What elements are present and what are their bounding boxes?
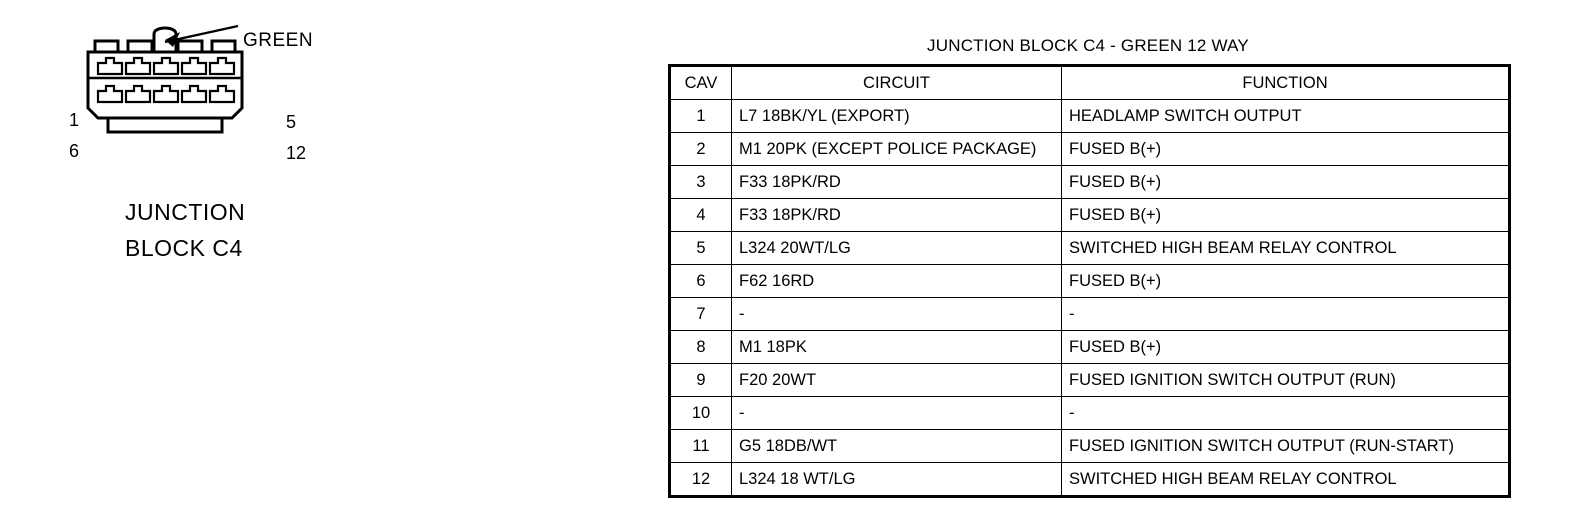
cell-function: FUSED IGNITION SWITCH OUTPUT (RUN-START) xyxy=(1062,430,1510,463)
table-header-row xyxy=(670,66,1510,100)
table-row xyxy=(670,430,1510,463)
cell-cav: 8 xyxy=(670,331,732,364)
cell-function: SWITCHED HIGH BEAM RELAY CONTROL xyxy=(1062,463,1510,497)
table-row xyxy=(670,199,1510,232)
column-header-cav: CAV xyxy=(670,66,732,100)
cell-circuit: G5 18DB/WT xyxy=(732,430,1062,463)
pin-number-12: 12 xyxy=(286,143,307,163)
green-callout-label: GREEN xyxy=(243,30,314,51)
cell-circuit: M1 18PK xyxy=(732,331,1062,364)
pin-number-5: 5 xyxy=(286,112,297,132)
cell-cav: 6 xyxy=(670,265,732,298)
cell-function: HEADLAMP SWITCH OUTPUT xyxy=(1062,100,1510,133)
table-row xyxy=(670,397,1510,430)
cell-circuit: - xyxy=(732,397,1062,430)
cell-function: FUSED B(+) xyxy=(1062,133,1510,166)
cell-cav: 5 xyxy=(670,232,732,265)
cell-cav: 12 xyxy=(670,463,732,497)
cell-circuit: L7 18BK/YL (EXPORT) xyxy=(732,100,1062,133)
cell-function: FUSED B(+) xyxy=(1062,199,1510,232)
cell-circuit: F33 18PK/RD xyxy=(732,166,1062,199)
cell-cav: 9 xyxy=(670,364,732,397)
cell-function: FUSED B(+) xyxy=(1062,166,1510,199)
connector-caption-line-2: BLOCK C4 xyxy=(125,235,243,261)
table-row xyxy=(670,364,1510,397)
cell-cav: 7 xyxy=(670,298,732,331)
cell-circuit: - xyxy=(732,298,1062,331)
column-header-circuit: CIRCUIT xyxy=(732,66,1062,100)
cell-cav: 4 xyxy=(670,199,732,232)
connector-caption-line-1: JUNCTION xyxy=(125,199,246,225)
table-row xyxy=(670,331,1510,364)
connector-illustration-panel xyxy=(0,0,640,530)
connector-caption xyxy=(125,194,245,266)
cell-circuit: L324 20WT/LG xyxy=(732,232,1062,265)
cell-function: - xyxy=(1062,397,1510,430)
cell-cav: 1 xyxy=(670,100,732,133)
table-title: JUNCTION BLOCK C4 - GREEN 12 WAY xyxy=(927,36,1249,55)
table-row xyxy=(670,166,1510,199)
cell-cav: 3 xyxy=(670,166,732,199)
cell-function: SWITCHED HIGH BEAM RELAY CONTROL xyxy=(1062,232,1510,265)
table-row xyxy=(670,133,1510,166)
table-row xyxy=(670,232,1510,265)
pinout-table xyxy=(668,64,1511,498)
table-row xyxy=(670,298,1510,331)
cell-function: FUSED B(+) xyxy=(1062,331,1510,364)
cell-circuit: L324 18 WT/LG xyxy=(732,463,1062,497)
cell-function: - xyxy=(1062,298,1510,331)
cell-circuit: F33 18PK/RD xyxy=(732,199,1062,232)
cell-cav: 2 xyxy=(670,133,732,166)
cell-function: FUSED IGNITION SWITCH OUTPUT (RUN) xyxy=(1062,364,1510,397)
cell-circuit: F20 20WT xyxy=(732,364,1062,397)
cell-function: FUSED B(+) xyxy=(1062,265,1510,298)
column-header-function: FUNCTION xyxy=(1062,66,1510,100)
cell-cav: 11 xyxy=(670,430,732,463)
cell-circuit: M1 20PK (EXCEPT POLICE PACKAGE) xyxy=(732,133,1062,166)
cell-circuit: F62 16RD xyxy=(732,265,1062,298)
pin-number-6: 6 xyxy=(69,141,80,161)
table-row xyxy=(670,265,1510,298)
pinout-table-panel xyxy=(668,0,1508,498)
pin-number-1: 1 xyxy=(69,110,80,130)
table-row xyxy=(670,463,1510,497)
table-row xyxy=(670,100,1510,133)
cell-cav: 10 xyxy=(670,397,732,430)
